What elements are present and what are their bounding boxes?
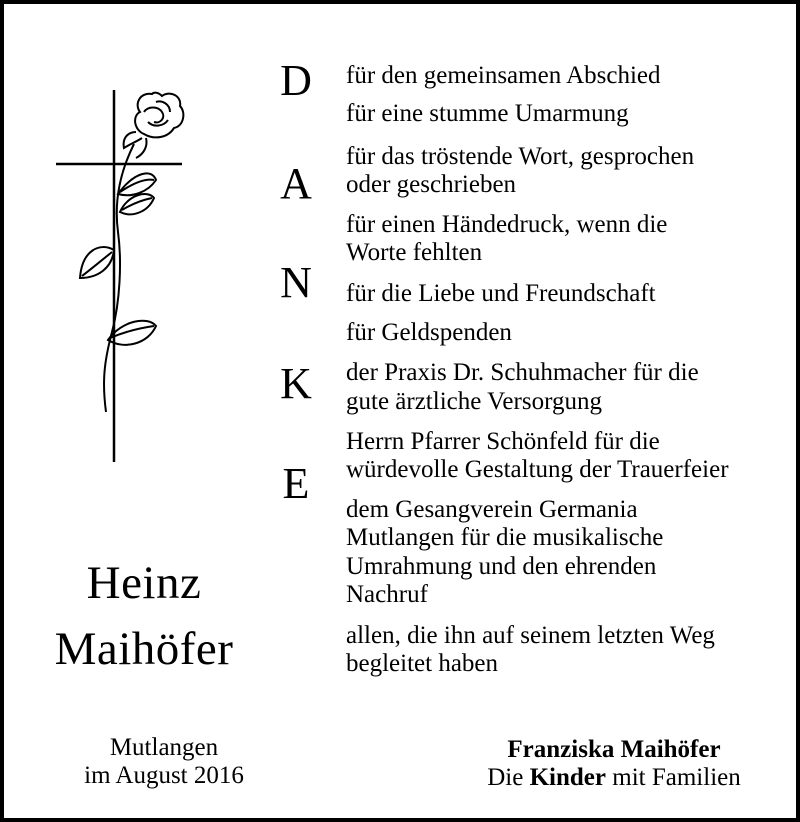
signature-family-suffix: mit Familien	[612, 764, 741, 791]
thanks-line: der Praxis Dr. Schuhmacher für die	[346, 359, 699, 386]
signature-family-bold: Kinder	[529, 764, 607, 791]
thanks-line: für einen Händedruck, wenn die	[346, 211, 668, 238]
thanks-line: Nachruf	[346, 581, 428, 608]
thanks-line: für eine stumme Umarmung	[346, 100, 629, 127]
place-town: Mutlangen	[109, 734, 219, 761]
heading-letter: N	[280, 258, 312, 307]
heading-letter: K	[280, 359, 312, 408]
thanks-line: Worte fehlten	[346, 239, 483, 266]
thanks-line: allen, die ihn auf seinem letzten Weg	[346, 622, 715, 649]
cross-with-rose-icon	[44, 82, 214, 467]
heading-letter: A	[280, 159, 312, 208]
signature-family-prefix: Die	[487, 764, 524, 791]
thanks-line: für die Liebe und Freundschaft	[346, 280, 656, 307]
thanks-line: gute ärztliche Versorgung	[346, 388, 602, 415]
thanks-line: für Geldspenden	[346, 319, 512, 346]
thanks-line: dem Gesangverein Germania	[346, 496, 638, 523]
thanks-line: Mutlangen für die musikalische	[346, 524, 664, 551]
thanks-line: Herrn Pfarrer Schönfeld für die	[346, 428, 660, 455]
thanks-line: würdevolle Gestaltung der Trauerfeier	[346, 456, 729, 483]
thanks-line: begleitet haben	[346, 650, 499, 677]
thanks-line: für das tröstende Wort, gesprochen	[346, 143, 695, 170]
heading-letter: D	[280, 56, 312, 105]
heading-letter: E	[282, 459, 310, 508]
deceased-last-name: Maihöfer	[54, 623, 234, 675]
signature-family	[464, 764, 764, 792]
thanks-line: Umrahmung und den ehrenden	[346, 553, 657, 580]
thanks-line: für den gemeinsamen Abschied	[346, 62, 661, 89]
deceased-first-name: Heinz	[86, 557, 202, 609]
signature-name: Franziska Maihöfer	[507, 736, 721, 763]
place-date: im August 2016	[84, 762, 244, 789]
thanks-line: oder geschrieben	[346, 171, 517, 198]
